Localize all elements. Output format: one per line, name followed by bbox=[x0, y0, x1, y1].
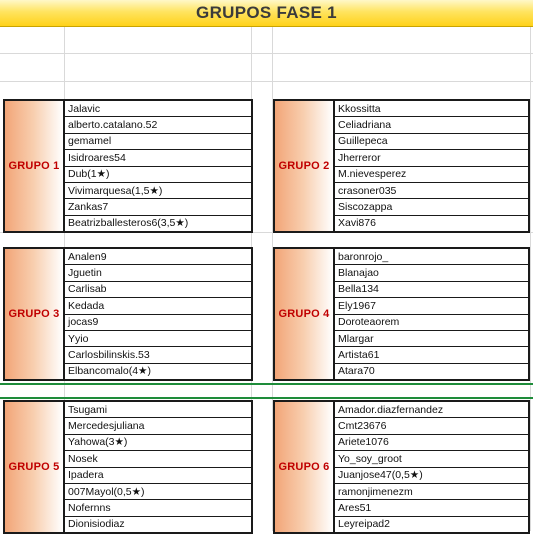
member-cell[interactable]: Artista61 bbox=[335, 347, 528, 363]
group-label-cell[interactable] bbox=[5, 101, 65, 231]
member-cell[interactable]: Ely1967 bbox=[335, 298, 528, 314]
member-cell[interactable]: Kedada bbox=[65, 298, 251, 314]
group-label-cell[interactable] bbox=[275, 101, 335, 231]
group-member-list bbox=[65, 402, 251, 532]
group-5-table bbox=[3, 400, 253, 534]
member-cell[interactable]: Amador.diazfernandez bbox=[335, 402, 528, 418]
member-cell[interactable]: Guillepeca bbox=[335, 134, 528, 150]
member-cell[interactable]: Juanjose47(0,5★) bbox=[335, 468, 528, 484]
member-cell[interactable]: Bella134 bbox=[335, 282, 528, 298]
member-cell[interactable]: jocas9 bbox=[65, 315, 251, 331]
group-label-cell[interactable] bbox=[275, 249, 335, 379]
group-member-list bbox=[335, 249, 528, 379]
member-cell[interactable]: Atara70 bbox=[338, 365, 375, 378]
member-cell[interactable]: Jguetin bbox=[65, 265, 251, 281]
sheet-title-cell[interactable] bbox=[0, 0, 533, 27]
group-label-cell[interactable] bbox=[5, 402, 65, 532]
member-cell[interactable]: Yyio bbox=[65, 331, 251, 347]
member-cell[interactable]: Nosek bbox=[65, 451, 251, 467]
group-1-table bbox=[3, 99, 253, 233]
sheet-title: GRUPOS FASE 1 bbox=[196, 3, 337, 22]
group-6-table bbox=[273, 400, 530, 534]
member-cell[interactable]: Elbancomalo(4★) bbox=[68, 365, 151, 378]
member-cell[interactable]: Jherreror bbox=[335, 150, 528, 166]
member-cell[interactable]: Mlargar bbox=[335, 331, 528, 347]
member-cell[interactable]: Analen9 bbox=[65, 249, 251, 265]
group-2-table bbox=[273, 99, 530, 233]
group-label: GRUPO 4 bbox=[278, 308, 330, 320]
member-cell[interactable]: Ares51 bbox=[335, 500, 528, 516]
member-cell[interactable]: alberto.catalano.52 bbox=[65, 117, 251, 133]
member-cell[interactable]: Dionisiodiaz bbox=[68, 518, 125, 531]
member-cell[interactable]: Carlosbilinskis.53 bbox=[65, 347, 251, 363]
group-3-table bbox=[3, 247, 253, 381]
group-label-cell[interactable] bbox=[5, 249, 65, 379]
member-cell[interactable]: gemamel bbox=[65, 134, 251, 150]
member-cell[interactable]: M.nievesperez bbox=[335, 167, 528, 183]
grid-line bbox=[0, 53, 533, 54]
member-cell[interactable]: Kkossitta bbox=[335, 101, 528, 117]
member-cell[interactable]: Dub(1★) bbox=[65, 167, 251, 183]
member-cell[interactable]: Zankas7 bbox=[65, 199, 251, 215]
group-member-list bbox=[335, 402, 528, 532]
group-member-list bbox=[65, 249, 251, 379]
group-label: GRUPO 6 bbox=[278, 461, 330, 473]
member-cell[interactable]: Celiadriana bbox=[335, 117, 528, 133]
member-cell[interactable]: 007Mayol(0,5★) bbox=[65, 484, 251, 500]
member-cell[interactable]: Isidroares54 bbox=[65, 150, 251, 166]
group-member-list bbox=[65, 101, 251, 231]
group-4-table bbox=[273, 247, 530, 381]
member-cell[interactable]: Yo_soy_groot bbox=[335, 451, 528, 467]
member-cell[interactable]: ramonjimenezm bbox=[335, 484, 528, 500]
member-cell[interactable]: Leyreipad2 bbox=[338, 518, 390, 531]
member-cell[interactable]: Ariete1076 bbox=[335, 435, 528, 451]
group-label: GRUPO 1 bbox=[8, 160, 60, 172]
group-member-list bbox=[335, 101, 528, 231]
grid-line bbox=[0, 81, 533, 82]
member-cell[interactable]: Cmt23676 bbox=[335, 418, 528, 434]
member-cell[interactable]: Beatrizballesteros6(3,5★) bbox=[68, 217, 189, 230]
member-cell[interactable]: Vivimarquesa(1,5★) bbox=[65, 183, 251, 199]
member-cell[interactable]: Xavi876 bbox=[338, 217, 376, 230]
member-cell[interactable]: Nofernns bbox=[65, 500, 251, 516]
member-cell[interactable]: Yahowa(3★) bbox=[65, 435, 251, 451]
group-label-cell[interactable] bbox=[275, 402, 335, 532]
member-cell[interactable]: Carlisab bbox=[65, 282, 251, 298]
member-cell[interactable]: Blanajao bbox=[335, 265, 528, 281]
member-cell[interactable]: Mercedesjuliana bbox=[65, 418, 251, 434]
group-label: GRUPO 3 bbox=[8, 308, 60, 320]
group-label: GRUPO 5 bbox=[8, 461, 60, 473]
member-cell[interactable]: crasoner035 bbox=[335, 183, 528, 199]
selected-row-highlight[interactable] bbox=[0, 383, 533, 399]
member-cell[interactable]: Doroteaorem bbox=[335, 315, 528, 331]
member-cell[interactable]: Siscozappa bbox=[335, 199, 528, 215]
member-cell[interactable]: Jalavic bbox=[65, 101, 251, 117]
member-cell[interactable]: Ipadera bbox=[65, 468, 251, 484]
grid-line bbox=[530, 26, 531, 531]
member-cell[interactable]: Tsugami bbox=[65, 402, 251, 418]
group-label: GRUPO 2 bbox=[278, 160, 330, 172]
member-cell[interactable]: baronrojo_ bbox=[335, 249, 528, 265]
